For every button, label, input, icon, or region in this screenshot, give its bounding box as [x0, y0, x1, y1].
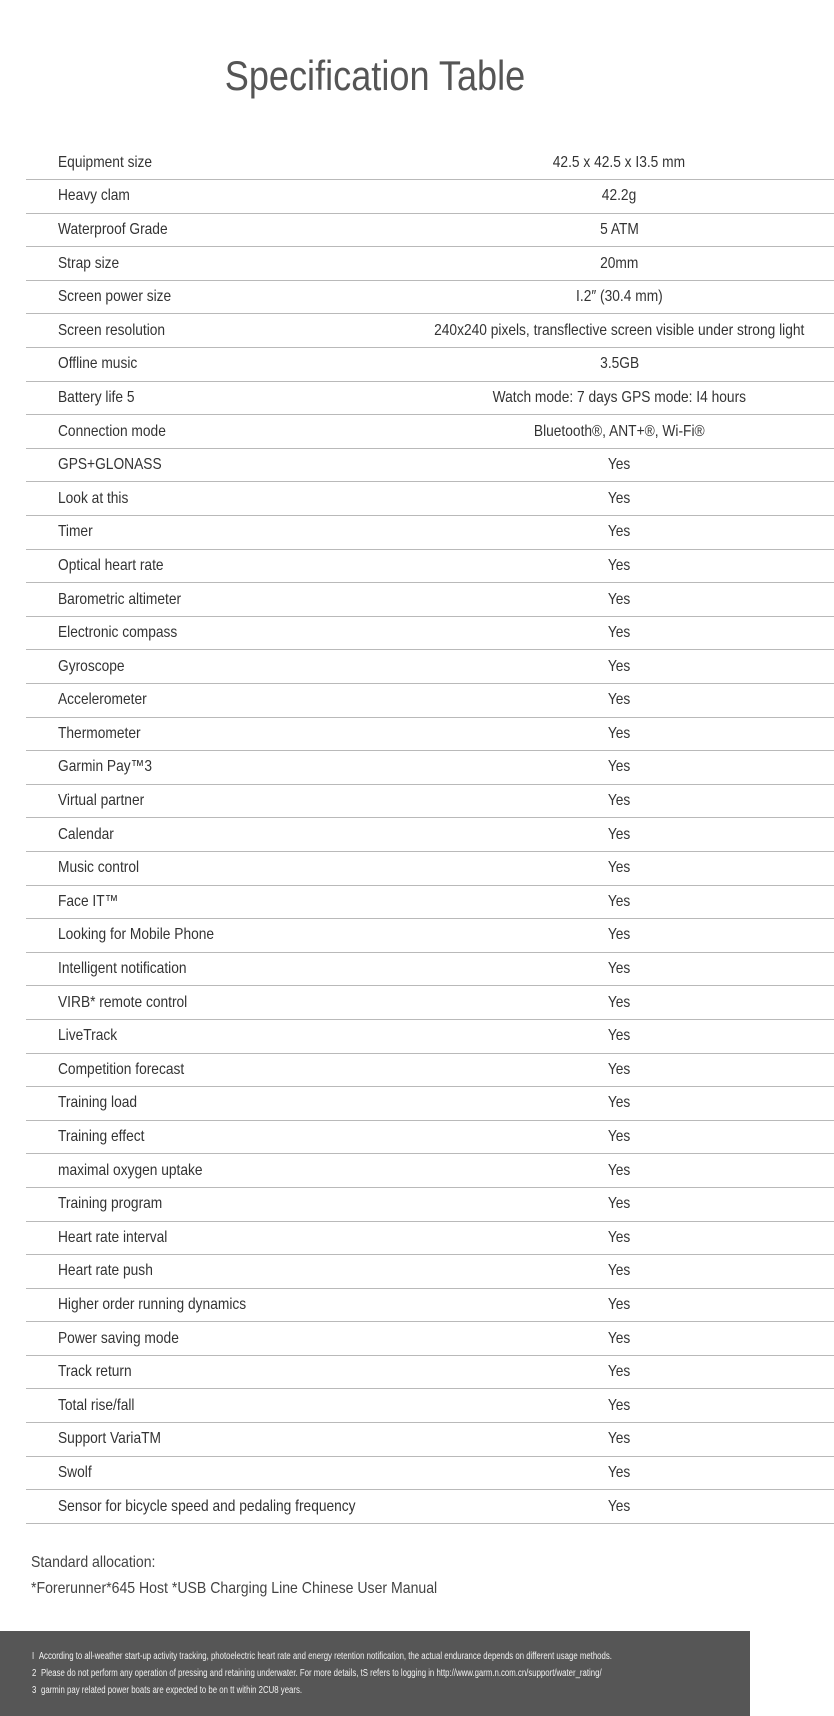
spec-value: Yes — [607, 1027, 631, 1045]
spec-label: Training load — [58, 1094, 138, 1112]
spec-value: Yes — [607, 960, 631, 978]
spec-row — [26, 1221, 834, 1255]
spec-value-cell — [404, 751, 834, 785]
spec-row — [26, 784, 834, 818]
spec-value-cell — [404, 482, 834, 516]
spec-value-cell — [404, 516, 834, 550]
spec-row — [26, 247, 834, 281]
spec-value: 20mm — [600, 254, 639, 272]
spec-row — [26, 717, 834, 751]
spec-label-cell — [26, 1087, 404, 1121]
spec-value-cell — [404, 851, 834, 885]
footnotes-panel — [0, 1631, 750, 1716]
spec-row — [26, 583, 834, 617]
spec-label-cell — [26, 952, 404, 986]
spec-value: Yes — [607, 1161, 631, 1179]
spec-label: Look at this — [58, 489, 129, 507]
spec-value-cell — [404, 1322, 834, 1356]
spec-label: Support VariaTM — [58, 1430, 161, 1448]
spec-label: VIRB* remote control — [58, 993, 188, 1011]
spec-label-cell — [26, 482, 404, 516]
spec-value-cell — [404, 381, 834, 415]
spec-label-cell — [26, 919, 404, 953]
spec-label: Looking for Mobile Phone — [58, 926, 215, 944]
spec-label-cell — [26, 1423, 404, 1457]
spec-value: 5 ATM — [599, 220, 639, 238]
spec-label-cell — [26, 1490, 404, 1524]
spec-label: Battery life 5 — [58, 388, 135, 406]
spec-value-cell — [404, 885, 834, 919]
spec-row — [26, 348, 834, 382]
spec-value: Yes — [607, 724, 631, 742]
spec-value: Yes — [607, 892, 631, 910]
spec-value-cell — [404, 919, 834, 953]
spec-value: I.2″ (30.4 mm) — [575, 288, 663, 306]
spec-label: Heart rate push — [58, 1262, 153, 1280]
spec-row — [26, 919, 834, 953]
spec-row — [26, 952, 834, 986]
spec-value: 3.5GB — [599, 355, 639, 373]
spec-value-cell — [404, 1087, 834, 1121]
spec-label-cell — [26, 1120, 404, 1154]
spec-value: Yes — [607, 1060, 631, 1078]
spec-value: Yes — [607, 859, 631, 877]
spec-row — [26, 1456, 834, 1490]
spec-value: Yes — [607, 1329, 631, 1347]
spec-value-cell — [404, 1490, 834, 1524]
spec-label-cell — [26, 986, 404, 1020]
spec-value: Yes — [607, 456, 631, 474]
spec-value-cell — [404, 280, 834, 314]
spec-value-cell — [404, 1389, 834, 1423]
spec-value: Yes — [607, 1396, 631, 1414]
spec-label-cell — [26, 146, 404, 180]
spec-label-cell — [26, 1019, 404, 1053]
spec-value-cell — [404, 616, 834, 650]
spec-value: Yes — [607, 523, 631, 541]
spec-label: Strap size — [58, 254, 120, 272]
footnote-number: 2 — [32, 1668, 37, 1679]
spec-row — [26, 448, 834, 482]
spec-label-cell — [26, 247, 404, 281]
spec-row — [26, 616, 834, 650]
spec-value: Yes — [607, 1497, 631, 1515]
spec-label-cell — [26, 280, 404, 314]
spec-row — [26, 1120, 834, 1154]
spec-label: Heavy clam — [58, 187, 130, 205]
footnote-number: I — [32, 1651, 35, 1662]
spec-label: Swolf — [58, 1463, 92, 1481]
spec-value-cell — [404, 986, 834, 1020]
spec-value-cell — [404, 348, 834, 382]
spec-value-cell — [404, 1053, 834, 1087]
spec-label-cell — [26, 885, 404, 919]
spec-value: Yes — [607, 624, 631, 642]
spec-label: Optical heart rate — [58, 556, 164, 574]
spec-value: 42.5 x 42.5 x I3.5 mm — [553, 153, 686, 171]
spec-label: Training effect — [58, 1128, 145, 1146]
spec-value-cell — [404, 146, 834, 180]
spec-row — [26, 314, 834, 348]
spec-row — [26, 650, 834, 684]
spec-row — [26, 213, 834, 247]
spec-label-cell — [26, 1322, 404, 1356]
spec-row — [26, 885, 834, 919]
spec-label: Gyroscope — [58, 657, 125, 675]
spec-value-cell — [404, 684, 834, 718]
spec-value-cell — [404, 1456, 834, 1490]
spec-label-cell — [26, 1221, 404, 1255]
spec-row — [26, 684, 834, 718]
spec-row — [26, 986, 834, 1020]
footnote-text: garmin pay related power boats are expected to be on tt within 2CU8 years. — [41, 1685, 303, 1696]
spec-value-cell — [404, 314, 834, 348]
spec-row — [26, 1154, 834, 1188]
allocation-heading: Standard allocation: — [31, 1554, 156, 1571]
spec-value-cell — [404, 1288, 834, 1322]
spec-value: Yes — [607, 1463, 631, 1481]
spec-value: Yes — [607, 590, 631, 608]
spec-label: Accelerometer — [58, 691, 147, 709]
spec-label-cell — [26, 1389, 404, 1423]
spec-row — [26, 516, 834, 550]
spec-label-cell — [26, 616, 404, 650]
spec-value: 240x240 pixels, transflective screen visible under strong light — [434, 321, 805, 339]
allocation-items: *Forerunner*645 Host *USB Charging Line Chinese User Manual — [31, 1580, 438, 1597]
spec-label-cell — [26, 348, 404, 382]
spec-value-cell — [404, 1187, 834, 1221]
spec-row — [26, 818, 834, 852]
spec-row — [26, 1490, 834, 1524]
spec-label-cell — [26, 1154, 404, 1188]
spec-label-cell — [26, 381, 404, 415]
spec-label: Barometric altimeter — [58, 590, 182, 608]
spec-value: Yes — [607, 1430, 631, 1448]
spec-label-cell — [26, 650, 404, 684]
spec-row — [26, 415, 834, 449]
spec-label-cell — [26, 1255, 404, 1289]
spec-label: Track return — [58, 1363, 132, 1381]
spec-label: Total rise/fall — [58, 1396, 135, 1414]
spec-row — [26, 1322, 834, 1356]
spec-value-cell — [404, 415, 834, 449]
spec-value: Yes — [607, 825, 631, 843]
spec-value-cell — [404, 717, 834, 751]
spec-label-cell — [26, 1456, 404, 1490]
spec-label: Screen resolution — [58, 321, 166, 339]
spec-row — [26, 1187, 834, 1221]
spec-label: Face IT™ — [58, 892, 119, 910]
spec-value: Yes — [607, 993, 631, 1011]
spec-label-cell — [26, 448, 404, 482]
spec-value-cell — [404, 1423, 834, 1457]
spec-table-body — [26, 146, 834, 1523]
spec-label: Intelligent notification — [58, 960, 187, 978]
spec-label: Waterproof Grade — [58, 220, 168, 238]
spec-value-cell — [404, 1355, 834, 1389]
spec-label: Equipment size — [58, 153, 153, 171]
spec-label-cell — [26, 583, 404, 617]
spec-label-cell — [26, 784, 404, 818]
footnote-number: 3 — [32, 1685, 37, 1696]
spec-value: Yes — [607, 1295, 631, 1313]
spec-label: Virtual partner — [58, 792, 145, 810]
spec-row — [26, 1423, 834, 1457]
spec-value-cell — [404, 818, 834, 852]
spec-value: Yes — [607, 1228, 631, 1246]
spec-label-cell — [26, 751, 404, 785]
spec-value: Yes — [607, 758, 631, 776]
spec-row — [26, 1288, 834, 1322]
spec-value: Yes — [607, 1094, 631, 1112]
spec-value-cell — [404, 213, 834, 247]
spec-label-cell — [26, 717, 404, 751]
spec-value-cell — [404, 549, 834, 583]
spec-label-cell — [26, 1288, 404, 1322]
spec-label: Connection mode — [58, 422, 166, 440]
spec-row — [26, 1019, 834, 1053]
spec-label: Thermometer — [58, 724, 141, 742]
spec-row — [26, 549, 834, 583]
spec-value: Yes — [607, 489, 631, 507]
spec-label: Electronic compass — [58, 624, 178, 642]
spec-value-cell — [404, 180, 834, 214]
spec-label: Competition forecast — [58, 1060, 185, 1078]
spec-value-cell — [404, 247, 834, 281]
spec-label-cell — [26, 180, 404, 214]
spec-value: 42.2g — [602, 187, 637, 205]
standard-allocation — [31, 1550, 437, 1602]
spec-value-cell — [404, 1255, 834, 1289]
spec-row — [26, 146, 834, 180]
spec-value-cell — [404, 650, 834, 684]
spec-value-cell — [404, 448, 834, 482]
spec-row — [26, 1087, 834, 1121]
spec-label-cell — [26, 213, 404, 247]
spec-value-cell — [404, 1019, 834, 1053]
spec-label: Power saving mode — [58, 1329, 179, 1347]
spec-label-cell — [26, 1187, 404, 1221]
footnote-text: According to all-weather start-up activity tracking, photoelectric heart rate and energy retention notification, the actual endurance depends on different usage methods. — [38, 1651, 612, 1662]
spec-value-cell — [404, 1154, 834, 1188]
spec-label: Offline music — [58, 355, 138, 373]
spec-label: Garmin Pay™3 — [58, 758, 153, 776]
spec-label: Heart rate interval — [58, 1228, 168, 1246]
spec-value: Yes — [607, 1262, 631, 1280]
spec-label-cell — [26, 549, 404, 583]
spec-row — [26, 280, 834, 314]
spec-label: Screen power size — [58, 288, 172, 306]
spec-value: Yes — [607, 556, 631, 574]
footnote — [32, 1651, 612, 1662]
spec-value-cell — [404, 583, 834, 617]
spec-row — [26, 1255, 834, 1289]
spec-value: Watch mode: 7 days GPS mode: I4 hours — [492, 388, 746, 406]
spec-value: Yes — [607, 1363, 631, 1381]
spec-label: Higher order running dynamics — [58, 1295, 247, 1313]
footnote-text: Please do not perform any operation of pressing and retaining underwater. For more details, tS refers to logging in http://www.garm.n.com.cn/support/water_rating/ — [41, 1668, 602, 1679]
spec-value: Bluetooth®, ANT+®, Wi-Fi® — [533, 422, 705, 440]
spec-value: Yes — [607, 1128, 631, 1146]
spec-label: Timer — [58, 523, 93, 541]
spec-label: LiveTrack — [58, 1027, 118, 1045]
spec-label: maximal oxygen uptake — [58, 1161, 203, 1179]
spec-value-cell — [404, 784, 834, 818]
spec-label: Training program — [58, 1195, 163, 1213]
page-title: Specification Table — [224, 52, 526, 99]
spec-value: Yes — [607, 1195, 631, 1213]
spec-row — [26, 1389, 834, 1423]
spec-label: Music control — [58, 859, 140, 877]
spec-table — [26, 146, 834, 1524]
spec-label: Sensor for bicycle speed and pedaling frequency — [58, 1497, 356, 1515]
spec-label-cell — [26, 314, 404, 348]
spec-label-cell — [26, 818, 404, 852]
spec-value: Yes — [607, 691, 631, 709]
spec-label-cell — [26, 1053, 404, 1087]
spec-row — [26, 851, 834, 885]
spec-value-cell — [404, 952, 834, 986]
spec-row — [26, 381, 834, 415]
spec-value: Yes — [607, 792, 631, 810]
spec-label-cell — [26, 415, 404, 449]
spec-row — [26, 1053, 834, 1087]
spec-value-cell — [404, 1221, 834, 1255]
footnote — [32, 1685, 302, 1696]
spec-label-cell — [26, 684, 404, 718]
footnote — [32, 1668, 602, 1679]
spec-label: GPS+GLONASS — [58, 456, 162, 474]
spec-row — [26, 180, 834, 214]
spec-label-cell — [26, 1355, 404, 1389]
spec-value: Yes — [607, 926, 631, 944]
spec-row — [26, 1355, 834, 1389]
spec-row — [26, 751, 834, 785]
spec-label: Calendar — [58, 825, 114, 843]
spec-label-cell — [26, 516, 404, 550]
spec-value-cell — [404, 1120, 834, 1154]
spec-row — [26, 482, 834, 516]
spec-value: Yes — [607, 657, 631, 675]
spec-label-cell — [26, 851, 404, 885]
